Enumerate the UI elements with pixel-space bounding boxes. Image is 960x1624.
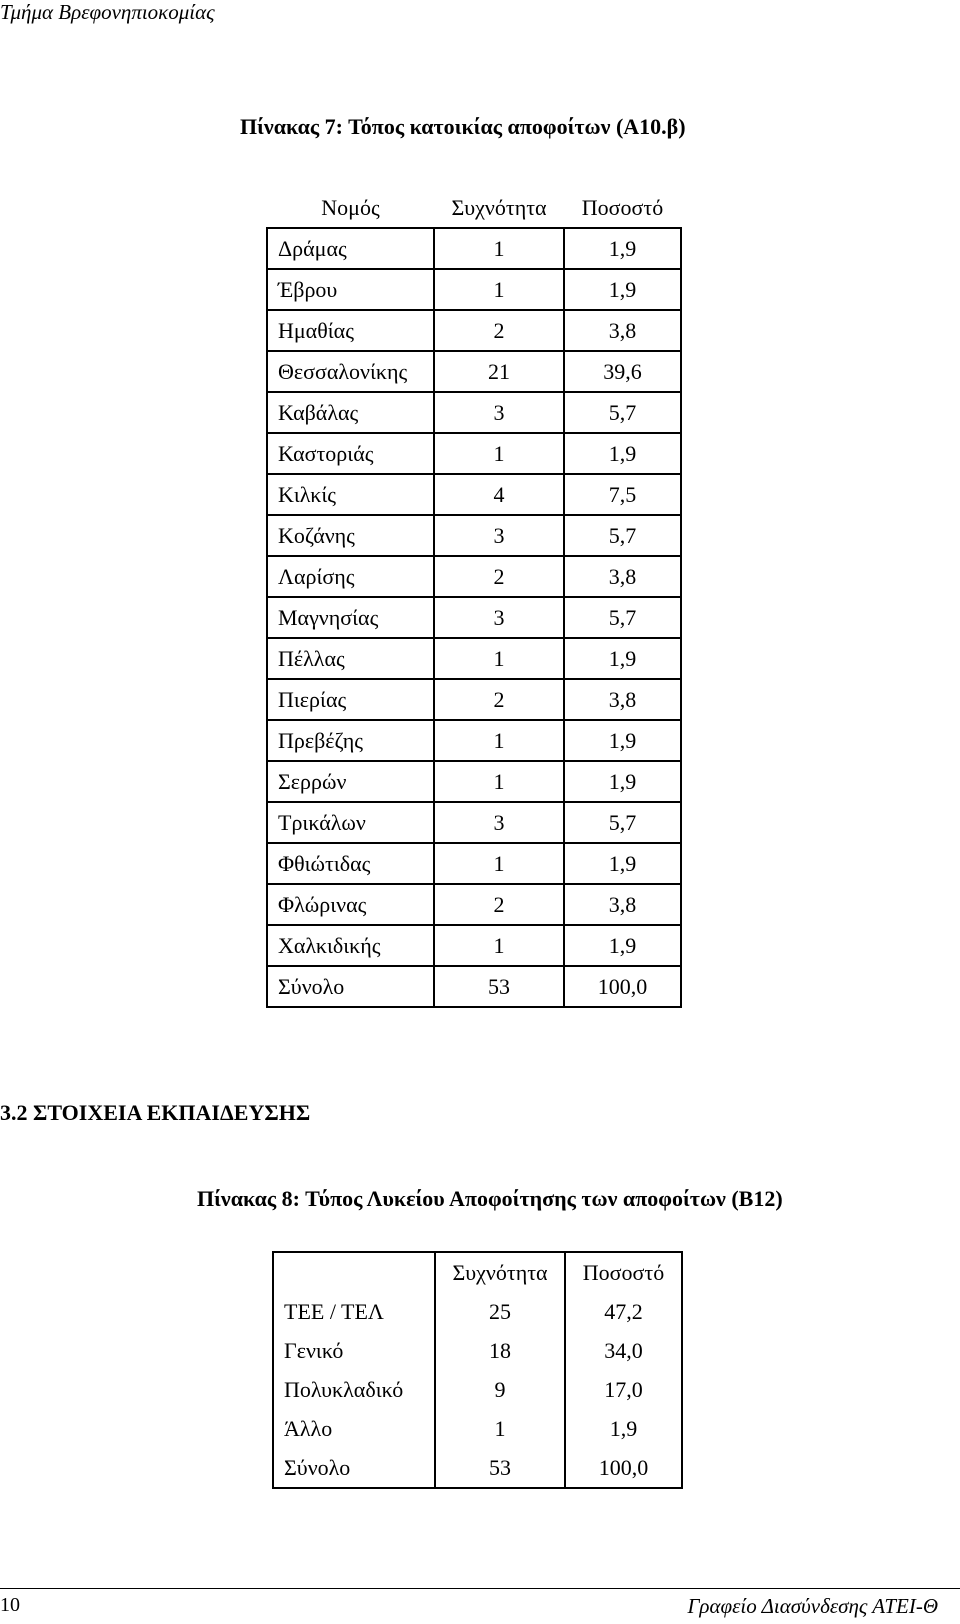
row-label: Σύνολο	[273, 1448, 435, 1488]
row-label: Φλώρινας	[267, 884, 434, 925]
table-row	[267, 351, 681, 392]
table8-caption: Πίνακας 8: Τύπος Λυκείου Αποφοίτησης των αποφοίτων (Β12)	[197, 1186, 783, 1211]
frequency-cell: 2	[434, 679, 564, 720]
frequency-cell: 4	[434, 474, 564, 515]
footer-rule	[0, 1588, 960, 1589]
frequency-cell: 1	[434, 228, 564, 269]
table7-caption: Πίνακας 7: Τόπος κατοικίας αποφοίτων (Α10.β)	[240, 114, 686, 139]
percent-cell: 5,7	[564, 802, 681, 843]
frequency-cell: 2	[434, 556, 564, 597]
lyceum-type-table	[272, 1251, 683, 1489]
frequency-cell: 1	[434, 638, 564, 679]
percent-cell: 1,9	[564, 843, 681, 884]
table-row	[267, 515, 681, 556]
page-number: 10	[0, 1594, 20, 1616]
column-header: Ποσοστό	[581, 194, 664, 220]
frequency-cell: 25	[435, 1292, 565, 1331]
percent-cell: 5,7	[564, 392, 681, 433]
percent-cell: 3,8	[564, 884, 681, 925]
table-row	[273, 1448, 682, 1488]
row-label: ΤΕΕ / ΤΕΛ	[273, 1292, 435, 1331]
table-row	[267, 556, 681, 597]
frequency-cell: 3	[434, 597, 564, 638]
percent-cell: 1,9	[564, 638, 681, 679]
column-header	[273, 1252, 435, 1292]
table-header-row	[267, 188, 681, 228]
percent-cell: 1,9	[565, 1409, 682, 1448]
table-row	[267, 638, 681, 679]
table-header-row	[273, 1252, 682, 1292]
percent-cell: 7,5	[564, 474, 681, 515]
row-label: Πέλλας	[267, 638, 434, 679]
column-header: Συχνότητα	[435, 1252, 565, 1292]
percent-cell: 1,9	[564, 761, 681, 802]
frequency-cell: 3	[434, 392, 564, 433]
frequency-cell: 1	[434, 720, 564, 761]
table-row	[267, 228, 681, 269]
percent-cell: 1,9	[564, 269, 681, 310]
table-row	[267, 884, 681, 925]
section-heading: 3.2 ΣΤΟΙΧΕΙΑ ΕΚΠΑΙΔΕΥΣΗΣ	[0, 1100, 311, 1125]
percent-cell: 3,8	[564, 679, 681, 720]
percent-cell: 1,9	[564, 925, 681, 966]
row-label: Ημαθίας	[267, 310, 434, 351]
row-label: Πολυκλαδικό	[273, 1370, 435, 1409]
row-label: Κοζάνης	[267, 515, 434, 556]
table-row	[267, 802, 681, 843]
row-label: Κιλκίς	[267, 474, 434, 515]
frequency-cell: 2	[434, 884, 564, 925]
percent-cell: 34,0	[565, 1331, 682, 1370]
frequency-cell: 3	[434, 802, 564, 843]
table-row	[273, 1331, 682, 1370]
residence-table	[266, 188, 682, 1008]
column-header: Συχνότητα	[451, 194, 547, 220]
frequency-cell: 1	[434, 269, 564, 310]
table-row	[267, 679, 681, 720]
table-row	[267, 474, 681, 515]
percent-cell: 3,8	[564, 310, 681, 351]
percent-cell: 47,2	[565, 1292, 682, 1331]
office-footer: Γραφείο Διασύνδεσης ΑΤΕΙ-Θ	[687, 1594, 938, 1618]
table-row	[267, 720, 681, 761]
row-label: Πιερίας	[267, 679, 434, 720]
row-label: Τρικάλων	[267, 802, 434, 843]
row-label: Σερρών	[267, 761, 434, 802]
row-label: Μαγνησίας	[267, 597, 434, 638]
row-label: Σύνολο	[267, 966, 434, 1007]
row-label: Λαρίσης	[267, 556, 434, 597]
percent-cell: 39,6	[564, 351, 681, 392]
percent-cell: 1,9	[564, 433, 681, 474]
table-row	[267, 269, 681, 310]
percent-cell: 100,0	[564, 966, 681, 1007]
department-header: Τμήμα Βρεφονηπιοκομίας	[0, 0, 215, 24]
row-label: Θεσσαλονίκης	[267, 351, 434, 392]
percent-cell: 5,7	[564, 515, 681, 556]
frequency-cell: 1	[434, 843, 564, 884]
column-header: Νομός	[321, 194, 380, 220]
table-row	[273, 1370, 682, 1409]
table-row	[267, 843, 681, 884]
percent-cell: 3,8	[564, 556, 681, 597]
table-row	[267, 761, 681, 802]
table-row	[267, 310, 681, 351]
frequency-cell: 1	[434, 433, 564, 474]
table-row	[267, 392, 681, 433]
frequency-cell: 21	[434, 351, 564, 392]
frequency-cell: 1	[434, 925, 564, 966]
row-label: Καβάλας	[267, 392, 434, 433]
row-label: Έβρου	[267, 269, 434, 310]
frequency-cell: 9	[435, 1370, 565, 1409]
frequency-cell: 1	[435, 1409, 565, 1448]
percent-cell: 17,0	[565, 1370, 682, 1409]
row-label: Γενικό	[273, 1331, 435, 1370]
row-label: Άλλο	[273, 1409, 435, 1448]
row-label: Καστοριάς	[267, 433, 434, 474]
table-row	[267, 433, 681, 474]
frequency-cell: 18	[435, 1331, 565, 1370]
row-label: Δράμας	[267, 228, 434, 269]
percent-cell: 1,9	[564, 720, 681, 761]
table-row	[267, 966, 681, 1007]
table-row	[267, 925, 681, 966]
frequency-cell: 53	[434, 966, 564, 1007]
column-header: Ποσοστό	[565, 1252, 682, 1292]
row-label: Πρεβέζης	[267, 720, 434, 761]
frequency-cell: 2	[434, 310, 564, 351]
table-row	[267, 597, 681, 638]
percent-cell: 1,9	[564, 228, 681, 269]
frequency-cell: 1	[434, 761, 564, 802]
row-label: Χαλκιδικής	[267, 925, 434, 966]
frequency-cell: 53	[435, 1448, 565, 1488]
table-row	[273, 1292, 682, 1331]
row-label: Φθιώτιδας	[267, 843, 434, 884]
table-row	[273, 1409, 682, 1448]
percent-cell: 100,0	[565, 1448, 682, 1488]
percent-cell: 5,7	[564, 597, 681, 638]
frequency-cell: 3	[434, 515, 564, 556]
